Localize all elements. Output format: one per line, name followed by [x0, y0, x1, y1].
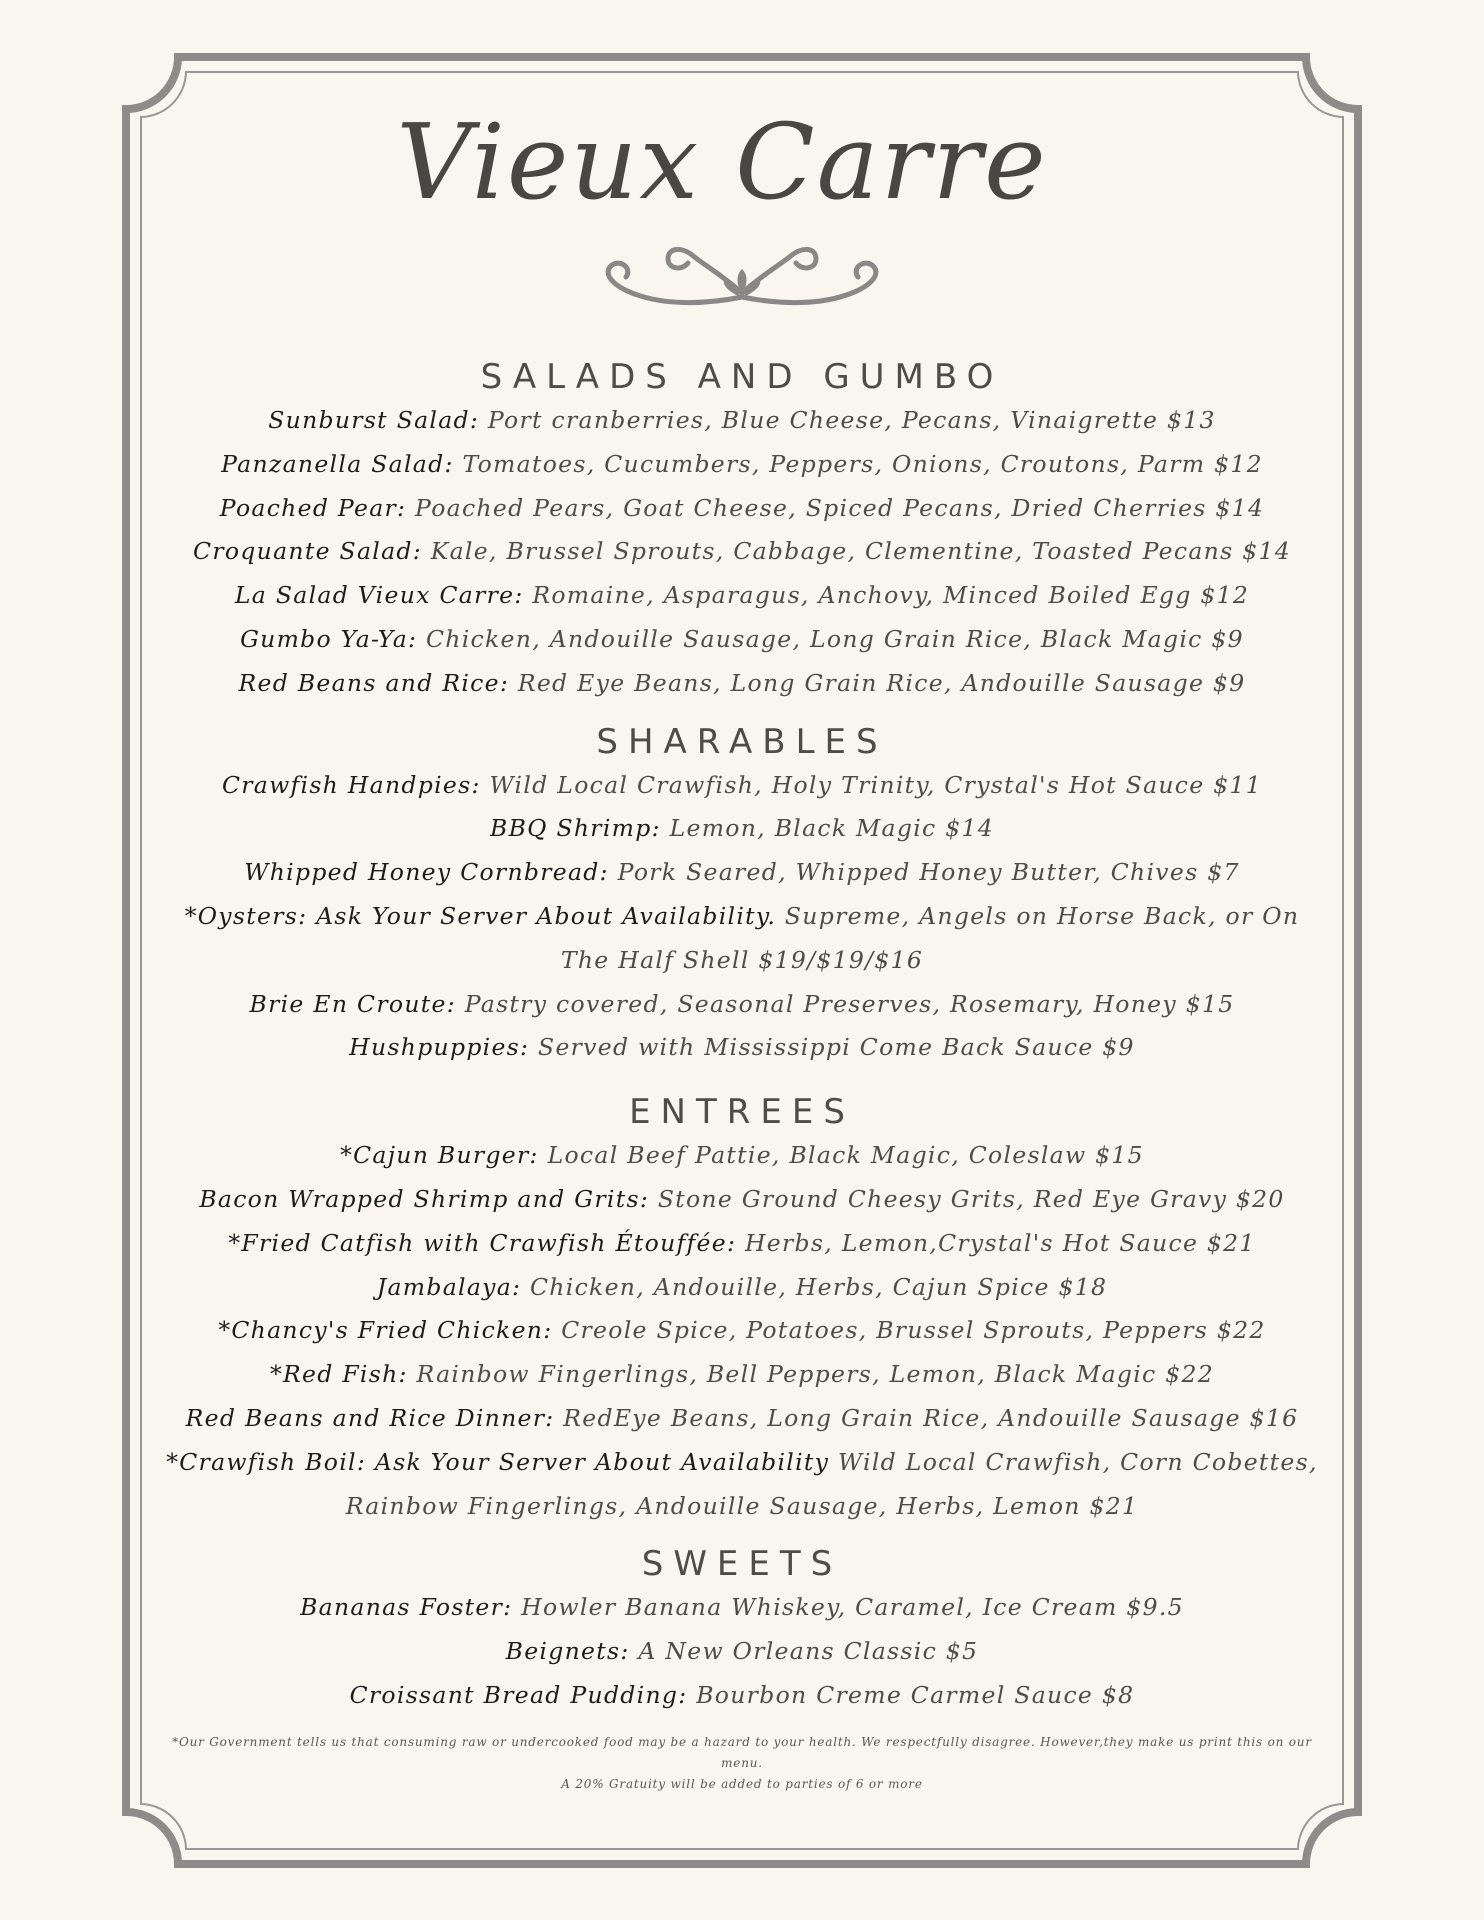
- menu-item: [150, 443, 1334, 487]
- item-description: Pastry covered, Seasonal Preserves, Rosemary, Honey $15: [464, 989, 1235, 1018]
- section-salads-and-gumbo: [150, 355, 1334, 706]
- item-description: Lemon, Black Magic $14: [669, 814, 994, 843]
- menu-item: [150, 530, 1334, 574]
- item-description: A New Orleans Classic $5: [638, 1637, 979, 1666]
- item-name: Jambalaya:: [376, 1272, 522, 1301]
- item-name: *Chancy's Fried Chicken:: [218, 1316, 553, 1345]
- menu-item: [150, 1674, 1334, 1718]
- item-name: Poached Pear:: [219, 493, 407, 522]
- menu-item: [150, 1586, 1334, 1630]
- item-name: Whipped Honey Cornbread:: [244, 858, 609, 887]
- item-description: Served with Mississippi Come Back Sauce $9: [538, 1033, 1135, 1062]
- item-name: *Oysters: Ask Your Server About Availability.: [184, 901, 777, 930]
- item-description: Wild Local Crawfish, Holy Trinity, Crystal's Hot Sauce $11: [489, 770, 1263, 799]
- item-description: Howler Banana Whiskey, Caramel, Ice Cream $9.5: [521, 1593, 1184, 1622]
- item-description: Creole Spice, Potatoes, Brussel Sprouts, Peppers $22: [561, 1316, 1266, 1345]
- item-name: Red Beans and Rice:: [238, 668, 510, 697]
- menu-item: [150, 1309, 1334, 1353]
- menu-item: [150, 983, 1334, 1027]
- section-heading: SALADS AND GUMBO: [480, 357, 1004, 397]
- item-description: RedEye Beans, Long Grain Rice, Andouille Sausage $16: [563, 1403, 1299, 1432]
- item-name: *Fried Catfish with Crawfish Étouffée:: [228, 1228, 737, 1257]
- item-name: Brie En Croute:: [249, 989, 456, 1018]
- menu-item: [150, 807, 1334, 851]
- section-heading: SWEETS: [641, 1544, 843, 1585]
- item-name: *Red Fish:: [269, 1360, 408, 1389]
- menu-item: [150, 1266, 1334, 1310]
- item-name: Bacon Wrapped Shrimp and Grits:: [199, 1184, 650, 1213]
- item-description: Local Beef Pattie, Black Magic, Coleslaw $15: [547, 1141, 1144, 1170]
- item-name: BBQ Shrimp:: [490, 814, 661, 843]
- menu-item: [150, 574, 1334, 618]
- menu-item: [150, 487, 1334, 531]
- menu-item: [150, 1178, 1334, 1222]
- item-name: Hushpuppies:: [349, 1033, 530, 1062]
- item-name: Beignets:: [505, 1637, 630, 1666]
- menu-item: [150, 764, 1334, 808]
- item-description: Romaine, Asparagus, Anchovy, Minced Boiled Egg $12: [532, 581, 1250, 610]
- menu-item: [150, 618, 1334, 662]
- item-name: Crawfish Handpies:: [221, 770, 481, 799]
- item-description: Chicken, Andouille, Herbs, Cajun Spice $18: [530, 1272, 1108, 1301]
- menu-item: [150, 1441, 1334, 1529]
- item-description: Stone Ground Cheesy Grits, Red Eye Gravy $20: [657, 1184, 1285, 1213]
- item-description: Pork Seared, Whipped Honey Butter, Chives $7: [617, 858, 1240, 887]
- section-heading: SHARABLES: [596, 721, 888, 762]
- item-description: Red Eye Beans, Long Grain Rice, Andouille Sausage $9: [517, 668, 1246, 697]
- item-name: Bananas Foster:: [300, 1593, 513, 1622]
- item-description: Herbs, Lemon,Crystal's Hot Sauce $21: [744, 1228, 1256, 1257]
- item-name: Panzanella Salad:: [221, 449, 454, 478]
- item-name: Croissant Bread Pudding:: [349, 1680, 688, 1709]
- item-description: Supreme, Angels on Horse Back, or On The Half Shell $19/$19/$16: [560, 901, 1300, 974]
- menu-item: [150, 1630, 1334, 1674]
- menu-item: [150, 1222, 1334, 1266]
- item-description: Wild Local Crawfish, Corn Cobettes, Rainbow Fingerlings, Andouille Sausage, Herbs, Lemon $21: [345, 1447, 1318, 1520]
- menu-item: [150, 1026, 1334, 1070]
- restaurant-title: Vieux Carre: [396, 101, 1048, 223]
- menu-item: [150, 399, 1334, 443]
- item-name: *Crawfish Boil: Ask Your Server About Availability: [166, 1447, 830, 1476]
- item-description: Tomatoes, Cucumbers, Peppers, Onions, Croutons, Parm $12: [462, 449, 1263, 478]
- item-description: Chicken, Andouille Sausage, Long Grain Rice, Black Magic $9: [426, 624, 1244, 653]
- item-description: Kale, Brussel Sprouts, Cabbage, Clementine, Toasted Pecans $14: [430, 537, 1291, 566]
- menu-item: [150, 662, 1334, 706]
- health-disclaimer: *Our Government tells us that consuming raw or undercooked food may be a hazard to your health. We respectfully disagree. However,they make us print this on our menu.: [172, 1734, 1312, 1770]
- section-heading: ENTREES: [629, 1092, 855, 1133]
- item-name: Croquante Salad:: [193, 537, 422, 566]
- item-description: Bourbon Creme Carmel Sauce $8: [696, 1680, 1135, 1709]
- menu-page: [150, 101, 1334, 1820]
- item-description: Port cranberries, Blue Cheese, Pecans, Vinaigrette $13: [487, 406, 1216, 434]
- item-description: Rainbow Fingerlings, Bell Peppers, Lemon, Black Magic $22: [416, 1360, 1215, 1389]
- menu-item: [150, 1134, 1334, 1178]
- gratuity-note: A 20% Gratuity will be added to parties of 6 or more: [561, 1776, 923, 1791]
- menu-item: [150, 895, 1334, 983]
- flourish-ornament-icon: [592, 235, 892, 315]
- item-name: Red Beans and Rice Dinner:: [185, 1403, 555, 1432]
- menu-sections: [150, 355, 1334, 1795]
- item-name: Gumbo Ya-Ya:: [240, 624, 418, 653]
- menu-item: [150, 851, 1334, 895]
- section-sweets: [150, 1542, 1334, 1717]
- item-description: Poached Pears, Goat Cheese, Spiced Pecans, Dried Cherries $14: [415, 493, 1265, 522]
- section-entrees: [150, 1090, 1334, 1528]
- item-name: La Salad Vieux Carre:: [234, 581, 524, 610]
- menu-item: [150, 1397, 1334, 1441]
- item-name: Sunburst Salad:: [268, 406, 480, 434]
- section-sharables: [150, 720, 1334, 1071]
- menu-item: [150, 1353, 1334, 1397]
- item-name: *Cajun Burger:: [340, 1141, 539, 1170]
